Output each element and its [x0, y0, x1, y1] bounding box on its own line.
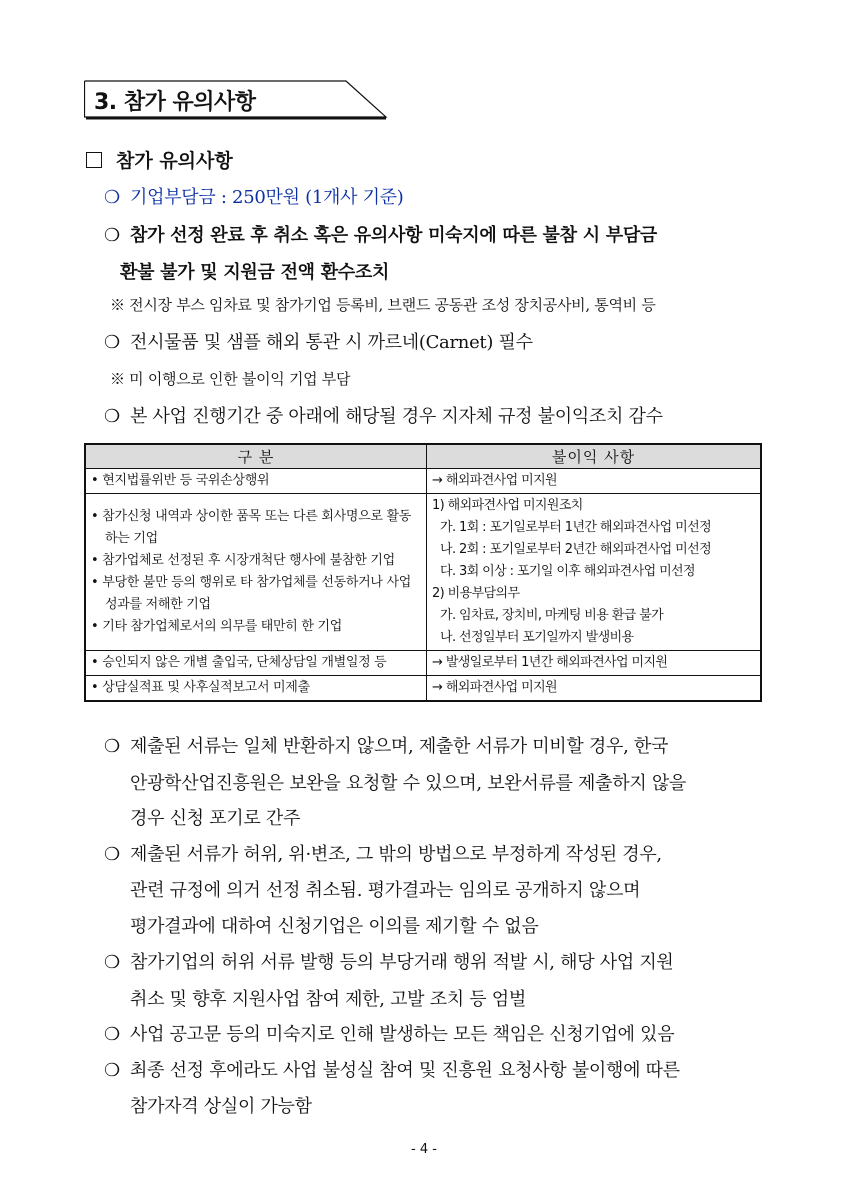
row2-penalty-4: 다. 3회 이상 : 포기일 이후 해외파견사업 미선정: [440, 564, 695, 579]
cancel-text-1: 참가 선정 완료 후 취소 혹은 유의사항 미숙지에 따른 불참 시 부담금: [130, 225, 658, 246]
row2-category: [85, 494, 427, 651]
cancel-text-2: 환불 불가 및 지원금 전액 환수조치: [120, 262, 390, 283]
bullet-forgery-line3: 평가결과에 대하여 신청기업은 이의를 제기할 수 없음: [130, 916, 539, 937]
circle-bullet-icon: ❍: [104, 1024, 120, 1045]
heading-row: [86, 146, 233, 173]
bullet-responsibility: [104, 1020, 674, 1046]
circle-bullet-icon: ❍: [104, 844, 120, 865]
row1-penalty: [427, 469, 762, 494]
section-title-box: [84, 80, 384, 118]
row4-category-text: • 상담실적표 및 사후실적보고서 미제출: [91, 680, 310, 695]
section-title: 3. 참가 유의사항: [94, 90, 256, 115]
row1-penalty-text: → 해외파견사업 미지원: [432, 473, 557, 488]
bullet-documents-line1: [104, 732, 668, 758]
documents-text-1: 제출된 서류는 일체 반환하지 않으며, 제출한 서류가 미비할 경우, 한국: [130, 736, 669, 757]
penalty-intro-text: 본 사업 진행기간 중 아래에 해당될 경우 지자체 규정 불이익조치 감수: [130, 406, 663, 427]
header-penalty: 불이익 사항: [427, 444, 762, 469]
header-category: 구 분: [85, 444, 427, 469]
responsibility-text: 사업 공고문 등의 미숙지로 인해 발생하는 모든 책임은 신청기업에 있음: [130, 1024, 675, 1045]
disqualify-text-1: 최종 선정 후에라도 사업 불성실 참여 및 진흥원 요청사항 불이행에 따른: [130, 1060, 680, 1081]
bullet-penalty-intro: [104, 402, 663, 428]
row4-category: [85, 676, 427, 702]
row2-penalty: [427, 494, 762, 651]
row2-penalty-6: 가. 임차료, 장치비, 마케팅 비용 환급 불가: [440, 608, 664, 623]
heading-text: 참가 유의사항: [116, 150, 233, 172]
row2-penalty-7: 나. 선정일부터 포기일까지 발생비용: [440, 630, 634, 645]
page-number: - 4 -: [411, 1142, 437, 1157]
row3-penalty: [427, 651, 762, 676]
company-fee-text: 기업부담금 : 250만원 (1개사 기준): [130, 187, 404, 208]
circle-bullet-icon: ❍: [104, 225, 120, 246]
bullet-cancel-line2: [120, 258, 389, 284]
bullet-documents-line2: 안광학산업진흥원은 보완을 요청할 수 있으며, 보완서류를 제출하지 않을: [130, 773, 687, 794]
bullet-disqualify-line1: [104, 1056, 680, 1082]
fraud-text-1: 참가기업의 허위 서류 발행 등의 부당거래 행위 적발 시, 해당 사업 지원: [130, 952, 674, 973]
circle-bullet-icon: ❍: [104, 332, 120, 353]
row3-penalty-text: → 발생일로부터 1년간 해외파견사업 미지원: [432, 655, 668, 670]
row2-item-4: • 기타 참가업체로서의 의무를 태만히 한 기업: [91, 619, 343, 634]
row2-penalty-3: 나. 2회 : 포기일로부터 2년간 해외파견사업 미선정: [440, 542, 712, 557]
note-disadvantage: ※ 미 이행으로 인한 불이익 기업 부담: [110, 370, 351, 388]
table-row: [85, 494, 761, 651]
checkbox-square-icon: [86, 152, 102, 168]
bullet-documents-line3: 경우 신청 포기로 간주: [130, 808, 301, 829]
bullet-forgery-line2: 관련 규정에 의거 선정 취소됨. 평가결과는 임의로 공개하지 않으며: [130, 880, 641, 901]
row3-category-text: • 승인되지 않은 개별 출입국, 단체상담일 개별일정 등: [91, 655, 387, 670]
forgery-text-1: 제출된 서류가 허위, 위·변조, 그 밖의 방법으로 부정하게 작성된 경우,: [130, 844, 662, 865]
row2-item-2: • 참가업체로 선정된 후 시장개척단 행사에 불참한 기업: [91, 553, 395, 568]
note-booth-costs: ※ 전시장 부스 임차료 및 참가기업 등록비, 브랜드 공동관 조성 장치공사비, 통역비 등: [110, 296, 656, 314]
row2-item-1: • 참가신청 내역과 상이한 품목 또는 다른 회사명으로 활동하는 기업: [91, 509, 411, 546]
bullet-cancel-line1: [104, 221, 657, 247]
row4-penalty: [427, 676, 762, 702]
carnet-text: 전시물품 및 샘플 해외 통관 시 까르네(Carnet) 필수: [130, 332, 533, 353]
row4-penalty-text: → 해외파견사업 미지원: [432, 680, 557, 695]
row1-category-text: • 현지법률위반 등 국위손상행위: [91, 473, 270, 488]
row1-category: [85, 469, 427, 494]
row2-penalty-2: 가. 1회 : 포기일로부터 1년간 해외파견사업 미선정: [440, 520, 712, 535]
circle-bullet-icon: ❍: [104, 187, 120, 208]
row2-item-3: • 부당한 불만 등의 행위로 타 참가업체를 선동하거나 사업성과를 저해한 기업: [91, 575, 411, 612]
bullet-fraud-line1: [104, 948, 674, 974]
bullet-forgery-line1: [104, 840, 662, 866]
row3-category: [85, 651, 427, 676]
penalty-table: [84, 443, 762, 702]
bullet-carnet: [104, 328, 533, 354]
circle-bullet-icon: ❍: [104, 736, 120, 757]
circle-bullet-icon: ❍: [104, 952, 120, 973]
row2-penalty-5: 2) 비용부담의무: [432, 586, 520, 601]
circle-bullet-icon: ❍: [104, 406, 120, 427]
bullet-disqualify-line2: 참가자격 상실이 가능함: [130, 1096, 312, 1117]
row2-penalty-1: 1) 해외파견사업 미지원조치: [432, 498, 583, 513]
circle-bullet-icon: ❍: [104, 1060, 120, 1081]
table-row: [85, 676, 761, 702]
table-header-row: [85, 444, 761, 469]
bullet-company-fee: [104, 183, 403, 209]
table-row: [85, 469, 761, 494]
table-row: [85, 651, 761, 676]
bullet-fraud-line2: 취소 및 향후 지원사업 참여 제한, 고발 조치 등 엄벌: [130, 989, 526, 1010]
